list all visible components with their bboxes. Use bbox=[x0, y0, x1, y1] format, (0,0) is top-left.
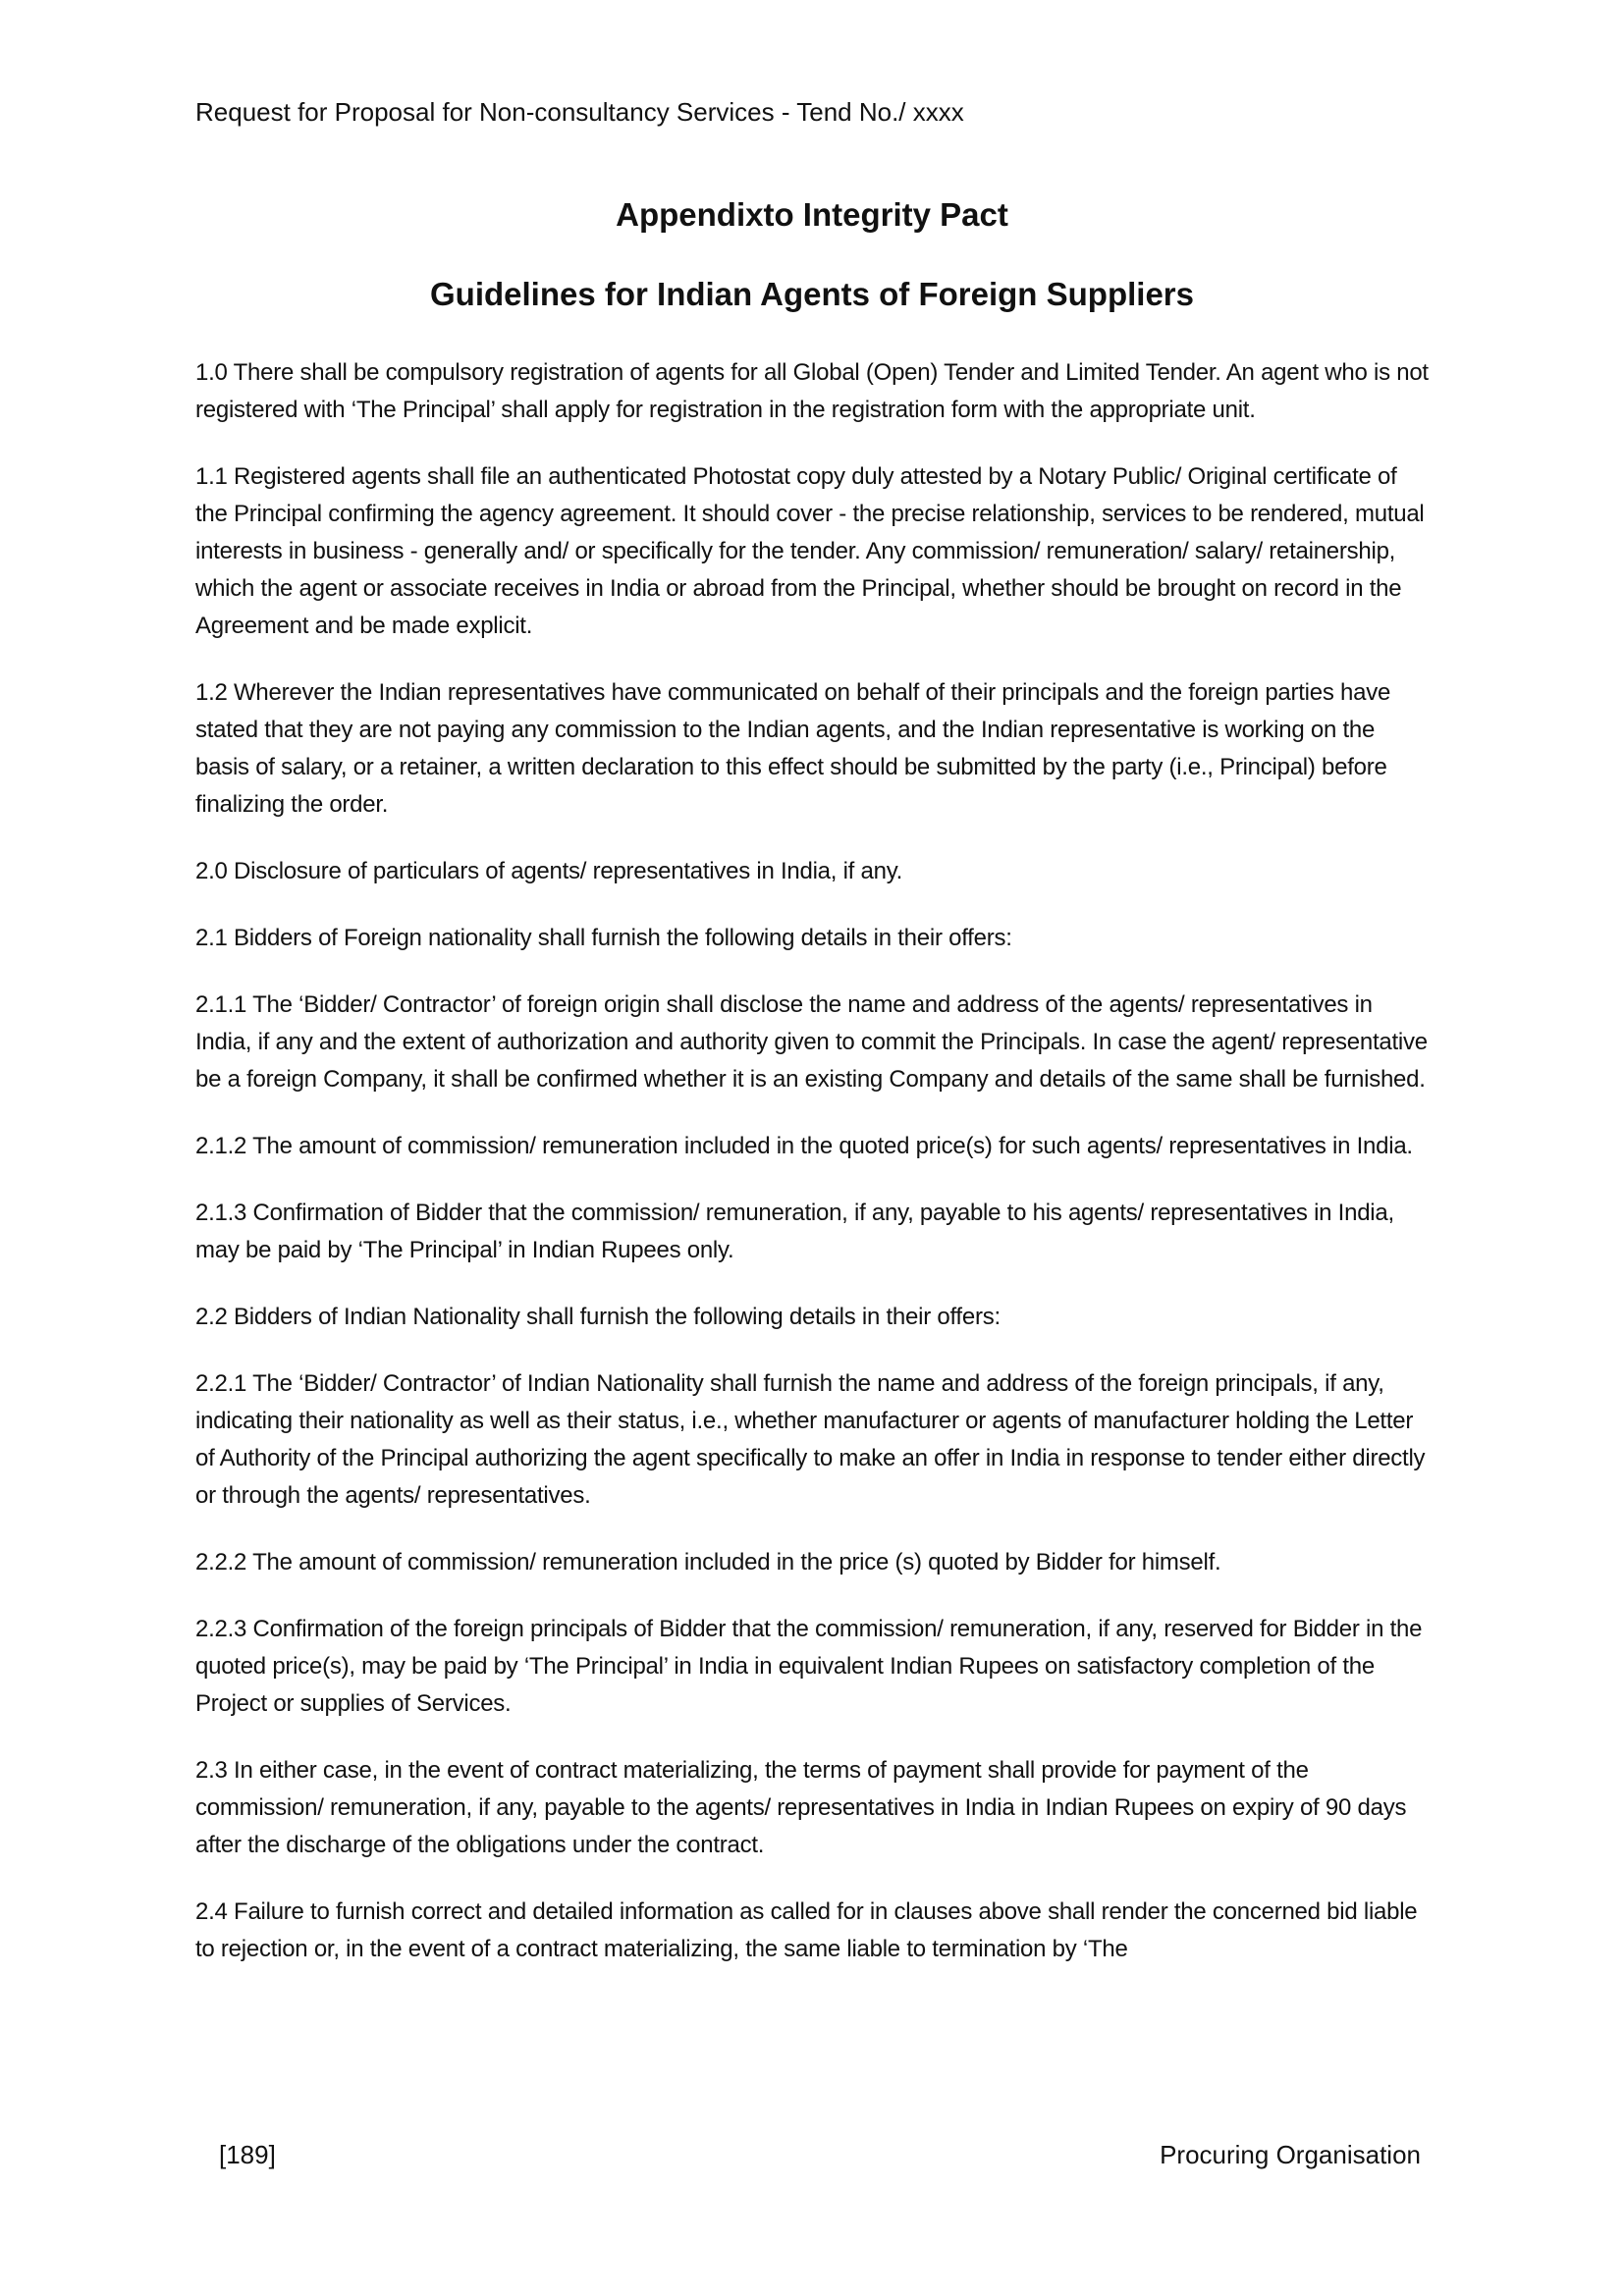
paragraph-1-1: 1.1 Registered agents shall file an authenticated Photostat copy duly attested by a Notary Public/ Original certificate of the Principal confirming the agency agreement. It should cover - the precise relationship, services to be rendered, mutual interests in business - generally and/ or specifically for the tender. Any commission/ remuneration/ salary/ retainership, which the agent or associate receives in India or abroad from the Principal, whether should be brought on record in the Agreement and be made explicit. bbox=[195, 463, 1425, 639]
paragraph-2-0: 2.0 Disclosure of particulars of agents/ representatives in India, if any. bbox=[195, 858, 903, 884]
document-body bbox=[195, 354, 1435, 1998]
paragraph-1-2: 1.2 Wherever the Indian representatives have communicated on behalf of their principals and the foreign parties have stated that they are not paying any commission to the Indian agents, and the Indian representative is working on the basis of salary, or a retainer, a written declaration to this effect should be submitted by the party (i.e., Principal) before finalizing the order. bbox=[195, 679, 1391, 818]
paragraph-2-2-1: 2.2.1 The ‘Bidder/ Contractor’ of Indian Nationality shall furnish the name and address of the foreign principals, if any, indicating their nationality as well as their status, i.e., whether manufacturer or agents of manufacturer holding the Letter of Authority of the Principal authorizing the agent specifically to make an offer in India in response to tender either directly or through the agents/ representatives. bbox=[195, 1370, 1426, 1509]
document-subtitle: Guidelines for Indian Agents of Foreign Suppliers bbox=[430, 276, 1194, 312]
paragraph-2-4: 2.4 Failure to furnish correct and detailed information as called for in clauses above shall render the concerned bid liable to rejection or, in the event of a contract materializing, the same liable to termination by ‘The bbox=[195, 1898, 1418, 1962]
paragraph-2-1-2: 2.1.2 The amount of commission/ remuneration included in the quoted price(s) for such agents/ representatives in India. bbox=[195, 1133, 1413, 1159]
paragraph-2-1: 2.1 Bidders of Foreign nationality shall furnish the following details in their offers: bbox=[195, 925, 1012, 951]
paragraph-1-0: 1.0 There shall be compulsory registration of agents for all Global (Open) Tender and Limited Tender. An agent who is not registered with ‘The Principal’ shall apply for registration in the registration form with the appropriate unit. bbox=[195, 359, 1429, 423]
page-number: [189] bbox=[219, 2140, 276, 2169]
paragraph-2-2-3: 2.2.3 Confirmation of the foreign principals of Bidder that the commission/ remuneration, if any, reserved for Bidder in the quoted price(s), may be paid by ‘The Principal’ in India in equivalent Indian Rupees on satisfactory completion of the Project or supplies of Services. bbox=[195, 1616, 1423, 1717]
paragraph-2-3: 2.3 In either case, in the event of contract materializing, the terms of payment shall provide for payment of the commission/ remuneration, if any, payable to the agents/ representatives in India in Indian Rupees on expiry of 90 days after the discharge of the obligations under the contract. bbox=[195, 1757, 1407, 1858]
footer-organisation: Procuring Organisation bbox=[1160, 2140, 1421, 2169]
paragraph-2-1-3: 2.1.3 Confirmation of Bidder that the commission/ remuneration, if any, payable to his agents/ representatives in India, may be paid by ‘The Principal’ in Indian Rupees only. bbox=[195, 1200, 1394, 1263]
paragraph-2-2-2: 2.2.2 The amount of commission/ remuneration included in the price (s) quoted by Bidder for himself. bbox=[195, 1549, 1221, 1575]
document-title: Appendixto Integrity Pact bbox=[616, 196, 1008, 233]
page-header: Request for Proposal for Non-consultancy Services - Tend No./ xxxx bbox=[195, 97, 964, 127]
paragraph-2-1-1: 2.1.1 The ‘Bidder/ Contractor’ of foreign origin shall disclose the name and address of the agents/ representatives in India, if any and the extent of authorization and authority given to commit the Principals. In case the agent/ representative be a foreign Company, it shall be confirmed whether it is an existing Company and details of the same shall be furnished. bbox=[195, 991, 1428, 1093]
paragraph-2-2: 2.2 Bidders of Indian Nationality shall furnish the following details in their offers: bbox=[195, 1304, 1001, 1330]
